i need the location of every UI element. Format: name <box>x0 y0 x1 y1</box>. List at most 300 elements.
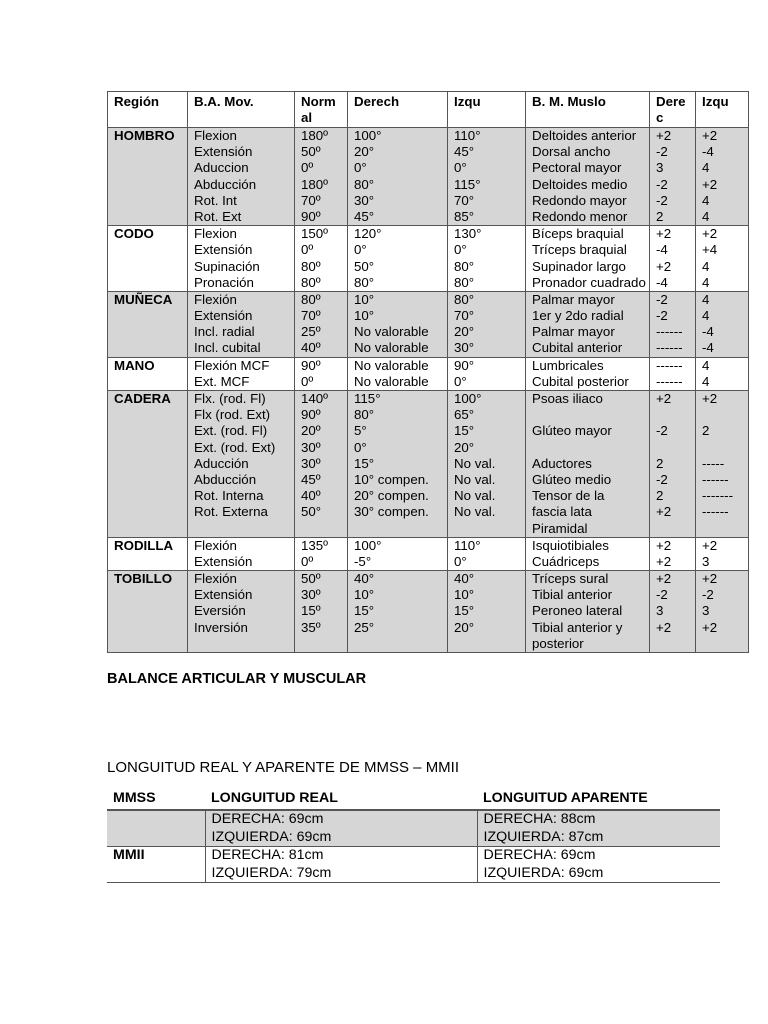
cell-line: 15° <box>354 455 375 471</box>
header-movement: B.A. Mov. <box>188 92 295 128</box>
aparente-length-cell <box>477 847 720 883</box>
cell-line: 4 <box>702 373 710 389</box>
cell-line: Flexión <box>194 571 237 587</box>
cell-line: 90º <box>301 357 321 373</box>
cell-line: 1er y 2do radial <box>532 308 624 324</box>
cell-line: ------ <box>656 373 683 389</box>
cell-line: 110° <box>454 128 481 143</box>
cell-line <box>702 440 748 456</box>
cell-line: 50º <box>301 571 321 587</box>
cell-line: Ext. (rod. Ext) <box>194 439 276 455</box>
cell-line: +2 <box>656 258 672 274</box>
cell-line: 10° compen. <box>354 471 429 487</box>
cell-line: 4 <box>702 160 710 176</box>
cell-line: 20° <box>454 439 475 455</box>
cell-line: 15° <box>454 423 475 439</box>
header-muscle-right: Dere c <box>650 92 696 128</box>
cell-line: 4 <box>702 291 710 307</box>
cell-line: Flexión MCF <box>194 357 270 373</box>
cell-line: Pectoral mayor <box>532 160 622 176</box>
m-izq-cell <box>696 226 749 292</box>
cell-line: Incl. radial <box>194 324 255 340</box>
cell-line: ------ <box>702 471 729 487</box>
m-izq-cell <box>696 537 749 570</box>
cell-line: -4 <box>702 144 714 160</box>
header-region: Región <box>108 92 188 128</box>
cell-line: 100° <box>354 537 382 553</box>
cell-line: Isquiotibiales <box>532 537 609 553</box>
cell-line: 0º <box>301 160 314 176</box>
cell-line: Pronador cuadrado <box>532 274 646 290</box>
real-length-header: LONGUITUD REAL <box>205 786 477 810</box>
cell-line: 0° <box>454 373 467 389</box>
normal-cell <box>295 128 348 226</box>
cell-line: Glúteo medio <box>532 471 612 487</box>
cell-line: 80° <box>454 291 475 307</box>
cell-line: 115° <box>354 391 381 407</box>
cell-line: Rot. Interna <box>194 488 264 504</box>
cell-line: 30º <box>301 439 321 455</box>
cell-line: -5° <box>354 553 372 569</box>
cell-line: Tensor de la <box>532 488 605 504</box>
cell-line: -2 <box>702 587 714 603</box>
region-cell: TOBILLO <box>108 571 188 653</box>
cell-line: 0º <box>301 373 314 389</box>
cell-line: 40º <box>301 340 321 356</box>
cell-line: 20º <box>301 423 321 439</box>
derecha-cell <box>348 357 448 390</box>
mov-cell <box>188 537 295 570</box>
cell-line: 40° <box>454 571 475 587</box>
musculo-cell <box>526 391 650 538</box>
cell-line: +2 <box>702 619 718 635</box>
cell-line: 0° <box>354 439 367 455</box>
normal-cell <box>295 571 348 653</box>
izquierda-cell <box>448 357 526 390</box>
cell-line: 130° <box>454 226 482 242</box>
cell-line: Pronación <box>194 274 254 290</box>
table-row <box>107 810 720 847</box>
mov-cell <box>188 391 295 538</box>
length-value: DERECHA: 81cm <box>211 847 324 863</box>
cell-line: 70º <box>301 308 321 324</box>
table-row <box>108 226 749 292</box>
cell-line: Palmar mayor <box>532 324 615 340</box>
cell-line: 35º <box>301 619 321 635</box>
m-izq-cell <box>696 391 749 538</box>
cell-line: 4 <box>702 274 710 290</box>
derecha-cell <box>348 226 448 292</box>
cell-line: 45° <box>454 144 475 160</box>
cell-line: 90° <box>454 357 475 373</box>
cell-line: +4 <box>702 242 718 258</box>
table-caption: BALANCE ARTICULAR Y MUSCULAR <box>107 671 367 687</box>
cell-line: 180º <box>301 176 329 192</box>
mov-cell <box>188 357 295 390</box>
cell-line: 10° <box>354 308 375 324</box>
cell-line: Tríceps braquial <box>532 242 627 258</box>
cell-line: -2 <box>656 176 668 192</box>
cell-line: -4 <box>702 324 714 340</box>
length-value: IZQUIERDA: 87cm <box>483 828 604 845</box>
length-value: IZQUIERDA: 69cm <box>483 864 604 881</box>
cell-line: 0° <box>454 160 467 176</box>
cell-line: 2 <box>656 488 664 504</box>
cell-line: Incl. cubital <box>194 340 261 356</box>
mov-cell <box>188 291 295 357</box>
cell-line: Inversión <box>194 619 248 635</box>
cell-line <box>702 407 748 423</box>
m-der-cell <box>650 571 696 653</box>
cell-line: 70° <box>454 308 475 324</box>
header-muscle: B. M. Muslo <box>526 92 650 128</box>
m-izq-cell <box>696 128 749 226</box>
derecha-cell <box>348 571 448 653</box>
cell-line: ------ <box>702 504 729 520</box>
length-table <box>107 786 720 883</box>
cell-line: fascia lata <box>532 504 592 520</box>
cell-line: No val. <box>454 488 496 504</box>
cell-line: Aductores <box>532 455 592 471</box>
cell-line: 30º <box>301 587 321 603</box>
normal-cell <box>295 226 348 292</box>
derecha-cell <box>348 291 448 357</box>
length-value: IZQUIERDA: 69cm <box>211 828 332 845</box>
cell-line: +2 <box>656 226 672 242</box>
cell-line: Tríceps sural <box>532 571 609 587</box>
limb-label: MMII <box>107 847 205 883</box>
normal-cell <box>295 291 348 357</box>
length-value: IZQUIERDA: 79cm <box>211 864 332 881</box>
length-value: DERECHA: 69cm <box>211 811 324 827</box>
cell-line: Palmar mayor <box>532 291 615 307</box>
cell-line: No valorable <box>354 340 429 356</box>
cell-line: +2 <box>656 571 672 587</box>
cell-line: Psoas iliaco <box>532 391 603 407</box>
aparente-length-cell <box>477 810 720 847</box>
cell-line: 120° <box>354 226 382 242</box>
cell-line: ------ <box>656 340 683 356</box>
cell-line: 80° <box>354 176 375 192</box>
cell-line: +2 <box>656 504 672 520</box>
cell-line: 4 <box>702 308 710 324</box>
cell-line: Extensión <box>194 553 253 569</box>
cell-line: 3 <box>702 553 710 569</box>
apparent-length-header: LONGUITUD APARENTE <box>477 786 720 810</box>
m-der-cell <box>650 226 696 292</box>
cell-line: 50° <box>354 258 375 274</box>
cell-line: 4 <box>702 258 710 274</box>
m-der-cell <box>650 537 696 570</box>
cell-line: 70º <box>301 192 321 208</box>
cell-line: Extensión <box>194 308 253 324</box>
cell-line: Ext. MCF <box>194 373 250 389</box>
table-row <box>108 571 749 653</box>
normal-cell <box>295 537 348 570</box>
cell-line: Deltoides medio <box>532 176 628 192</box>
cell-line <box>532 440 649 456</box>
section-title: LONGUITUD REAL Y APARENTE DE MMSS – MMII <box>107 759 460 776</box>
cell-line: 100° <box>354 128 382 143</box>
limb-label <box>107 810 205 847</box>
cell-line: Cuádriceps <box>532 553 600 569</box>
cell-line: 10° <box>354 587 375 603</box>
cell-line: 0º <box>301 553 314 569</box>
cell-line: +2 <box>656 537 672 553</box>
cell-line: 80° <box>354 274 375 290</box>
cell-line: 45º <box>301 471 321 487</box>
cell-line: Flexion <box>194 128 237 143</box>
cell-line: 80º <box>301 274 321 290</box>
cell-line: No valorable <box>354 373 429 389</box>
header-left: Izqu <box>448 92 526 128</box>
m-der-cell <box>650 128 696 226</box>
musculo-cell <box>526 128 650 226</box>
cell-line: 80° <box>454 258 475 274</box>
cell-line: 25º <box>301 324 321 340</box>
cell-line: No val. <box>454 455 496 471</box>
table-row <box>108 391 749 538</box>
cell-line: 30° compen. <box>354 504 429 520</box>
cell-line: 4 <box>702 357 710 373</box>
cell-line: 0° <box>354 160 367 176</box>
region-cell: HOMBRO <box>108 128 188 226</box>
cell-line: Abducción <box>194 471 257 487</box>
cell-line: +2 <box>656 553 672 569</box>
cell-line: -4 <box>656 242 668 258</box>
cell-line: 20° <box>454 324 475 340</box>
cell-line: 20° <box>354 144 375 160</box>
cell-line: Rot. Ext <box>194 208 242 224</box>
cell-line: 2 <box>702 423 710 439</box>
cell-line: 40° <box>354 571 375 587</box>
izquierda-cell <box>448 226 526 292</box>
balance-table <box>107 91 749 653</box>
mmss-header: MMSS <box>107 786 205 810</box>
cell-line: Aduccion <box>194 160 249 176</box>
cell-line: Supinador largo <box>532 258 626 274</box>
cell-line: 5° <box>354 423 367 439</box>
cell-line: Extensión <box>194 242 253 258</box>
cell-line: 10° <box>454 587 475 603</box>
cell-line: Tibial anterior y posterior <box>532 619 623 651</box>
izquierda-cell <box>448 537 526 570</box>
cell-line: 4 <box>702 208 710 224</box>
cell-line: 0° <box>454 242 467 258</box>
cell-line: +2 <box>702 226 718 242</box>
derecha-cell <box>348 391 448 538</box>
cell-line: 15° <box>354 603 375 619</box>
region-cell: MUÑECA <box>108 291 188 357</box>
cell-line: 0° <box>454 553 467 569</box>
cell-line: Piramidal <box>532 520 588 536</box>
cell-line: Tibial anterior <box>532 587 613 603</box>
cell-line: Flexion <box>194 226 237 242</box>
cell-line: 140º <box>301 391 329 407</box>
cell-line: 110° <box>454 537 481 553</box>
m-izq-cell <box>696 291 749 357</box>
normal-cell <box>295 357 348 390</box>
balance-table-header <box>108 92 749 128</box>
cell-line: +2 <box>702 176 718 192</box>
region-cell: CADERA <box>108 391 188 538</box>
cell-line: 80° <box>354 407 375 423</box>
cell-line: 80º <box>301 291 321 307</box>
cell-line: +2 <box>702 391 718 407</box>
cell-line: -2 <box>656 471 668 487</box>
izquierda-cell <box>448 571 526 653</box>
cell-line <box>532 407 649 423</box>
cell-line: 20° compen. <box>354 488 429 504</box>
cell-line: Deltoides anterior <box>532 128 637 143</box>
cell-line: -4 <box>702 340 714 356</box>
cell-line: 150º <box>301 226 329 242</box>
region-cell: MANO <box>108 357 188 390</box>
cell-line: -2 <box>656 308 668 324</box>
cell-line: +2 <box>702 537 718 553</box>
cell-line: Bíceps braquial <box>532 226 624 242</box>
header-normal: Norm al <box>295 92 348 128</box>
cell-line: 3 <box>702 603 710 619</box>
cell-line: 115° <box>454 176 481 192</box>
derecha-cell <box>348 128 448 226</box>
cell-line: +2 <box>656 619 672 635</box>
cell-line: Redondo menor <box>532 208 628 224</box>
cell-line: 65° <box>454 407 475 423</box>
m-der-cell <box>650 357 696 390</box>
cell-line: -2 <box>656 423 668 439</box>
mov-cell <box>188 571 295 653</box>
cell-line: Rot. Externa <box>194 504 268 520</box>
cell-line: No val. <box>454 471 496 487</box>
musculo-cell <box>526 357 650 390</box>
cell-line: Rot. Int <box>194 192 237 208</box>
cell-line: 10° <box>354 291 375 307</box>
cell-line: 2 <box>656 455 664 471</box>
cell-line: Cubital posterior <box>532 373 629 389</box>
cell-line: Abducción <box>194 176 257 192</box>
cell-line: 50º <box>301 144 321 160</box>
cell-line: 80° <box>454 274 475 290</box>
mov-cell <box>188 226 295 292</box>
cell-line: No valorable <box>354 357 429 373</box>
cell-line: 40º <box>301 488 321 504</box>
cell-line: ------- <box>702 488 733 504</box>
cell-line: Cubital anterior <box>532 340 623 356</box>
cell-line: 80º <box>301 258 321 274</box>
cell-line: 2 <box>656 208 664 224</box>
cell-line: 0º <box>301 242 314 258</box>
m-izq-cell <box>696 357 749 390</box>
cell-line: 90º <box>301 407 321 423</box>
izquierda-cell <box>448 291 526 357</box>
cell-line: 135º <box>301 537 329 553</box>
musculo-cell <box>526 226 650 292</box>
header-right: Derech <box>348 92 448 128</box>
musculo-cell <box>526 537 650 570</box>
izquierda-cell <box>448 128 526 226</box>
cell-line <box>656 407 695 423</box>
cell-line: Extensión <box>194 144 253 160</box>
table-row <box>107 847 720 883</box>
real-length-cell <box>205 810 477 847</box>
cell-line: 85° <box>454 208 475 224</box>
cell-line: Supinación <box>194 258 260 274</box>
cell-line: -2 <box>656 144 668 160</box>
izquierda-cell <box>448 391 526 538</box>
cell-line: No valorable <box>354 324 429 340</box>
cell-line: 30º <box>301 455 321 471</box>
length-value: DERECHA: 69cm <box>483 847 596 863</box>
cell-line: Glúteo mayor <box>532 423 612 439</box>
cell-line: 20° <box>454 619 475 635</box>
cell-line: -2 <box>656 587 668 603</box>
table-row <box>108 128 749 226</box>
cell-line: 3 <box>656 160 664 176</box>
cell-line: 70° <box>454 192 475 208</box>
cell-line: Eversión <box>194 603 246 619</box>
cell-line: 25° <box>354 619 375 635</box>
table-row <box>108 537 749 570</box>
cell-line: 50° <box>301 504 322 520</box>
region-cell: CODO <box>108 226 188 292</box>
cell-line: +2 <box>702 571 718 587</box>
cell-line: 30° <box>454 340 475 356</box>
cell-line: ----- <box>702 455 725 471</box>
region-cell: RODILLA <box>108 537 188 570</box>
m-der-cell <box>650 291 696 357</box>
cell-line: -2 <box>656 291 668 307</box>
cell-line: -4 <box>656 274 668 290</box>
normal-cell <box>295 391 348 538</box>
cell-line: 30° <box>354 192 375 208</box>
derecha-cell <box>348 537 448 570</box>
real-length-cell <box>205 847 477 883</box>
cell-line: +2 <box>656 391 672 407</box>
musculo-cell <box>526 571 650 653</box>
cell-line: Extensión <box>194 587 253 603</box>
m-izq-cell <box>696 571 749 653</box>
cell-line: +2 <box>702 128 718 143</box>
cell-line: Ext. (rod. Fl) <box>194 423 268 439</box>
cell-line: ------ <box>656 324 683 340</box>
cell-line: Flexión <box>194 291 237 307</box>
cell-line <box>656 440 695 456</box>
cell-line: -2 <box>656 192 668 208</box>
table-row <box>108 291 749 357</box>
cell-line: Peroneo lateral <box>532 603 623 619</box>
cell-line: 0° <box>354 242 367 258</box>
cell-line: 4 <box>702 192 710 208</box>
length-value: DERECHA: 88cm <box>483 811 596 827</box>
cell-line: Redondo mayor <box>532 192 627 208</box>
cell-line: 15º <box>301 603 321 619</box>
cell-line: Lumbricales <box>532 357 604 373</box>
cell-line: 15° <box>454 603 475 619</box>
m-der-cell <box>650 391 696 538</box>
cell-line: Dorsal ancho <box>532 144 611 160</box>
cell-line: +2 <box>656 128 672 143</box>
cell-line: Flx (rod. Ext) <box>194 407 271 423</box>
cell-line: Aducción <box>194 455 249 471</box>
cell-line: 3 <box>656 603 664 619</box>
cell-line: No val. <box>454 504 496 520</box>
cell-line: Flexión <box>194 537 237 553</box>
mov-cell <box>188 128 295 226</box>
header-muscle-left: Izqu <box>696 92 749 128</box>
balance-table-body <box>108 128 749 653</box>
cell-line: Flx. (rod. Fl) <box>194 391 266 407</box>
